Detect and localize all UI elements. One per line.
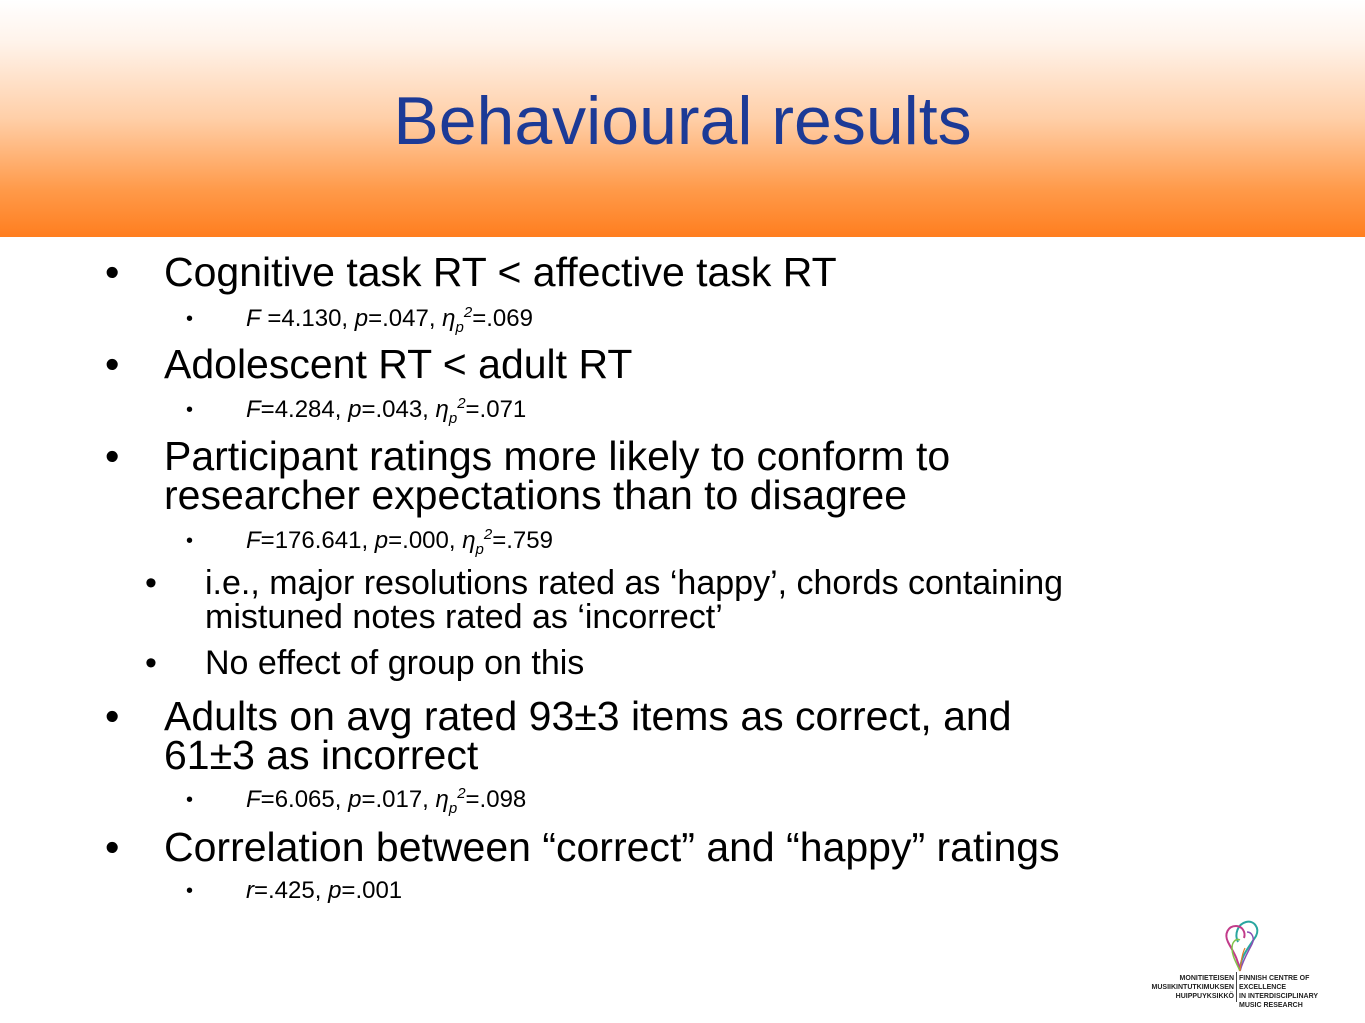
- centre-logo: [1148, 916, 1353, 1009]
- bullet-icon: •: [105, 249, 120, 295]
- bullet-icon: •: [105, 433, 120, 479]
- bullet-icon: •: [186, 789, 194, 811]
- spiral-logo-icon: [1210, 916, 1270, 976]
- subbullet-text: No effect of group on this: [205, 644, 585, 682]
- bullet-icon: •: [105, 693, 120, 739]
- bullet-text-line2: researcher expectations than to disagree: [164, 472, 908, 518]
- bullet-icon: •: [105, 341, 120, 387]
- logo-text-english: FINNISH CENTRE OF EXCELLENCE IN INTERDISCIPLINARY MUSIC RESEARCH: [1239, 975, 1319, 1009]
- bullet-text: Correlation between “correct” and “happy” ratings: [164, 824, 1060, 870]
- stat-text: F=6.065, p=.017, $\eta_p^2=.098$: [246, 785, 527, 817]
- bullet-text-line2: 61±3 as incorrect: [164, 732, 479, 778]
- bullet-text: Adolescent RT < adult RT: [164, 341, 633, 387]
- bullet-icon: •: [145, 644, 157, 682]
- bullet-icon: •: [186, 308, 194, 330]
- bullet-icon: •: [105, 824, 120, 870]
- bullet-icon: •: [186, 880, 194, 902]
- logo-text-finnish: MONITIETEISEN MUSIIKINTUTKIMUKSEN HUIPPUYKSIKKÖ: [1151, 975, 1234, 1000]
- bullet-text-line1: Participant ratings more likely to conform to: [164, 433, 951, 479]
- bullet-icon: •: [186, 399, 194, 421]
- bullet-icon: •: [186, 530, 194, 552]
- stat-text: F=176.641, p=.000, $\eta_p^2=.759$: [246, 526, 553, 558]
- stat-text: F =4.130, p=.047, $\eta_p^2=.069$: [246, 304, 533, 336]
- bullet-icon: •: [145, 564, 157, 602]
- bullet-text-line1: Adults on avg rated 93±3 items as correct, and: [164, 693, 1012, 739]
- stat-text: F=4.284, p=.043, $\eta_p^2=.071$: [246, 395, 527, 427]
- stat-text: r=.425, p=.001: [246, 877, 403, 904]
- bullet-text: Cognitive task RT < affective task RT: [164, 249, 837, 295]
- subbullet-text-line1: i.e., major resolutions rated as ‘happy’, chords containing: [205, 564, 1064, 602]
- subbullet-text-line2: mistuned notes rated as ‘incorrect’: [205, 598, 723, 636]
- slide-title: Behavioural results: [393, 83, 972, 159]
- logo-divider: [1236, 972, 1237, 1002]
